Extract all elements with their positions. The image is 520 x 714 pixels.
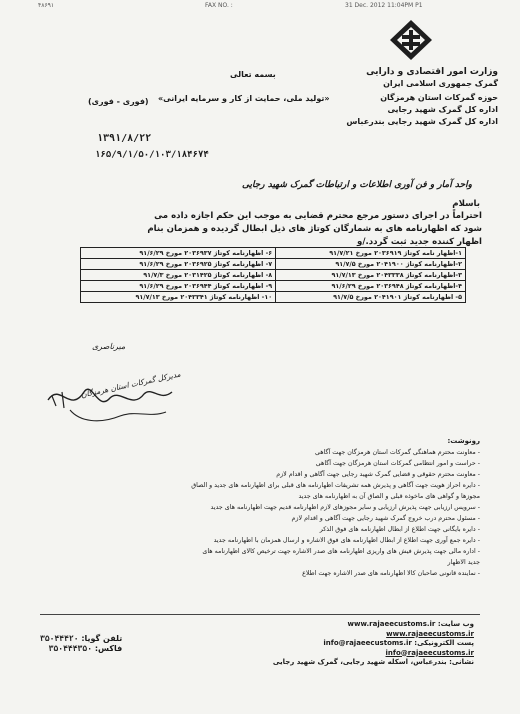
table-row — [81, 292, 466, 303]
table-cell: ۶- اظهارنامه کوتاژ ۲۰۳۶۹۳۷ مورخ ۹۱/۶/۲۹ — [81, 248, 276, 259]
cc-line: - مسئول محترم درب خروج گمرک شهید رجایی جهت آگاهی و اقدام لازم — [291, 515, 480, 522]
table-cell: ۱-اظهار نامه کوتاژ ۲۰۳۶۹۱۹ مورخ ۹۱/۷/۲۱ — [276, 248, 466, 259]
table-cell: ۲-اظهارنامه کوتاژ ۲۰۴۱۹۰۰ مورخ ۹۱/۷/۵ — [276, 259, 466, 270]
body-line: احتراماً در اجرای دستور مرجع محترم قضایی به موجب این حکم اجازه داده می — [154, 211, 482, 221]
cc-line: - دایره بایگانی جهت اطلاع از ابطال اظهارنامه های فوق الذکر — [319, 526, 480, 533]
cc-line: - دایره جمع آوری جهت اطلاع از ابطال اظهارنامه های فوق الاشاره و ارسال همزمان با اظهارنامه جدید — [213, 537, 480, 544]
cc-line: - نماینده قانونی صاحبان کالا اظهارنامه های صدر الاشاره جهت اطلاع — [302, 570, 480, 577]
office-name-city: اداره کل گمرک شهید رجایی بندرعباس — [346, 117, 498, 126]
footer-address: نشانی: بندرعباس، اسکله شهید رجایی، گمرک شهید رجایی — [272, 658, 474, 666]
body-line: اظهار کننده جدید ثبت گردد./و — [357, 237, 482, 247]
footer-website-alt: www.rajaeecustoms.ir — [386, 629, 474, 638]
table-row — [81, 281, 466, 292]
customs-logo-icon — [388, 18, 434, 62]
footer-website: وب سایت: www.rajaeecustoms.ir — [347, 620, 474, 628]
cc-title: رونوشت: — [447, 437, 480, 445]
table-row — [81, 270, 466, 281]
footer-email: پست الکترونیکی: info@rajaeecustoms.ir — [323, 639, 474, 647]
cc-line: - اداره مالی جهت پذیرش فیش های واریزی اظهارنامه های صدر الاشاره جهت ترخیص کالای اظهارنامه های — [202, 548, 480, 555]
cc-list — [40, 436, 480, 579]
cc-line: - حراست و امور انتظامی گمرکات استان هرمزگان جهت آگاهی — [315, 460, 480, 467]
ministry-name: وزارت امور اقتصادی و دارایی — [366, 67, 498, 77]
fax-label: فاکس: — [94, 643, 123, 653]
letter-body — [42, 210, 482, 249]
recipient: واحد آمار و فن آوری اطلاعات و ارتباطات گمرک شهید رجایی — [241, 180, 472, 190]
province-customs: حوزه گمرکات استان هرمزگان — [380, 93, 498, 102]
cc-line: جدید الاظهار — [447, 559, 480, 566]
fax-header-left: ۴۸۶۹۱ — [38, 2, 55, 9]
table-cell: ۹- اظهارنامه کوتاژ ۲۰۳۶۹۴۴ مورخ ۹۱/۶/۲۹ — [81, 281, 276, 292]
footer-phones — [40, 634, 122, 653]
table-row — [81, 259, 466, 270]
bismillah: بسمه تعالی — [230, 70, 276, 79]
fax-header-date: 31 Dec. 2012 11:04PM P1 — [345, 2, 423, 9]
table-cell: ۸- اظهارنامه کوتاژ ۲۰۳۱۴۲۵ مورخ ۹۱/۷/۳ — [81, 270, 276, 281]
phone-label: تلفن گویا: — [81, 634, 123, 643]
table-cell: ۵- اظهارنامه کوتاژ ۲۰۴۱۹۰۱ مورخ ۹۱/۷/۵ — [276, 292, 466, 303]
cc-line: - معاونت محترم حقوقی و قضایی گمرک شهید رجایی جهت آگاهی و اقدام لازم — [276, 471, 480, 478]
office-name: اداره کل گمرک شهید رجایی — [387, 105, 498, 114]
table-cell: ۳-اظهارنامه کوتاژ ۲۰۴۳۳۳۸ مورخ ۹۱/۷/۱۳ — [276, 270, 466, 281]
fax-number: ۳۵۰۴۴۴۳۵۰ — [48, 643, 93, 653]
cc-line: - سرویس ارزیابی جهت پذیرش ارزیابی و سایر مجوزهای لازم اظهارنامه قدیم جهت اظهارنامه های جدید — [210, 504, 480, 511]
signatory-name: میرناصری — [92, 342, 126, 351]
slogan: «تولید ملی، حمایت از کار و سرمایه ایرانی» — [158, 94, 330, 103]
letter-date: ۱۳۹۱/۸/۲۲ — [97, 133, 152, 144]
phone-number: ۳۵۰۴۴۴۲۰ — [40, 634, 79, 643]
priority-label: (فوری - فوری) — [88, 97, 149, 106]
body-line: شود که اظهارنامه های به شمارگان کوتاژ های ذیل ابطال گردیده و همزمان بنام — [147, 224, 482, 234]
cc-line: مجوزها و گواهی های ماخوذه قبلی و الصاق آن به اظهارنامه های جدید — [298, 493, 480, 500]
fax-header-number: FAX NO. : — [205, 2, 233, 9]
table-cell: ۱۰- اظهارنامه کوتاژ ۲۰۴۳۳۴۱ مورخ ۹۱/۷/۱۳ — [81, 292, 276, 303]
cc-line: - معاونت محترم هماهنگی گمرکات استان هرمزگان جهت آگاهی — [315, 449, 480, 456]
table-cell: ۴-اظهارنامه کوتاژ ۲۰۳۶۹۴۸ مورخ ۹۱/۶/۲۹ — [276, 281, 466, 292]
table-row — [81, 248, 466, 259]
letter-number: ۱۶۵/۹/۱/۵۰/۱۰۳/۱۸۴۶۷۴ — [95, 150, 209, 160]
footer-divider — [40, 614, 480, 615]
declarations-table — [80, 247, 466, 303]
cc-line: - دایره احراز هویت جهت آگاهی و پذیرش همه تشریفات اظهارنامه های قبلی برای اظهارنامه های جدید و الصاق — [191, 482, 480, 489]
footer-email-alt: info@rajaeecustoms.ir — [385, 648, 474, 657]
footer-contact — [273, 620, 474, 668]
signatory-title: مدیرکل گمرکات استان هرمزگان — [80, 369, 182, 400]
table-cell: ۷- اظهارنامه کوتاژ ۲۰۳۶۹۲۵ مورخ ۹۱/۶/۲۹ — [81, 259, 276, 270]
customs-administration: گمرک جمهوری اسلامی ایران — [383, 79, 498, 88]
salutation: باسلام — [452, 199, 480, 209]
